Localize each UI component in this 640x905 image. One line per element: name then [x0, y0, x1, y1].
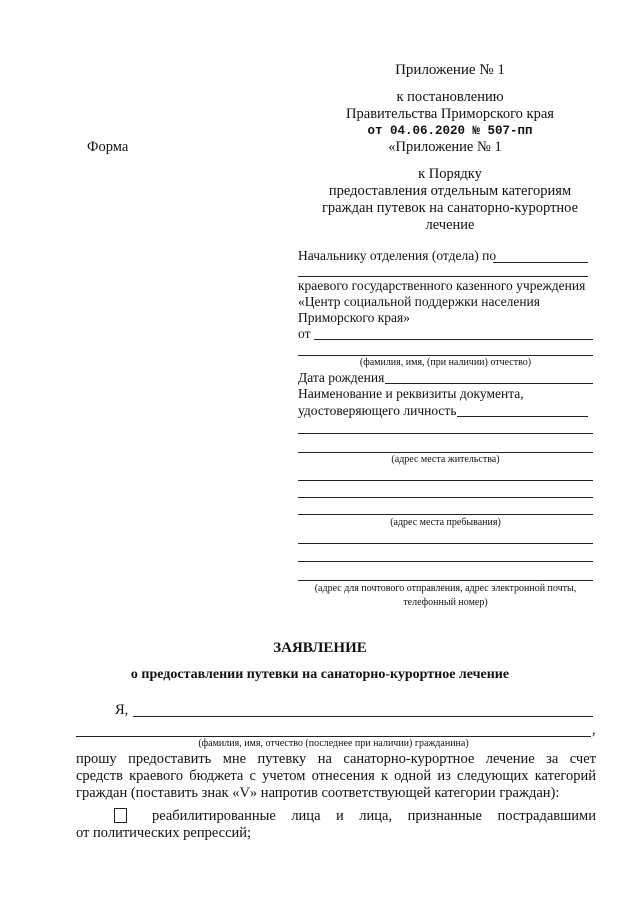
applicant-name-field[interactable]	[133, 716, 593, 717]
institution-line-2: «Центр социальной поддержки населения	[298, 294, 540, 309]
from-field[interactable]	[314, 339, 593, 340]
by-text: по	[482, 248, 497, 263]
birth-date-label: Дата рождения	[298, 370, 385, 385]
stay-address-field-1[interactable]	[298, 480, 593, 481]
order-line-3: лечение	[425, 217, 475, 233]
request-line-1: прошу предоставить мне путевку на санаторно-курортное лечение за счет	[76, 751, 596, 767]
stay-address-field-3[interactable]	[298, 514, 593, 515]
institution-line-1: краевого государственного казенного учреждения	[298, 278, 586, 293]
head-of-dept-text: Начальнику отделения (отдела)	[298, 248, 479, 263]
order-line-1: предоставления отдельным категориям	[328, 183, 572, 199]
postal-field-2[interactable]	[298, 561, 593, 562]
quote-appendix: «Приложение № 1	[388, 139, 502, 155]
citizen-caption: (фамилия, имя, отчество (последнее при наличии) гражданина)	[198, 738, 469, 749]
stay-caption: (адрес места пребывания)	[390, 517, 501, 528]
document-label-line-2: удостоверяющего личность	[298, 403, 457, 418]
applicant-name-field-continuation[interactable]	[76, 736, 591, 737]
to-resolution: к постановлению	[396, 89, 504, 105]
document-field-continuation[interactable]	[298, 433, 593, 434]
appendix-title: Приложение № 1	[395, 62, 505, 78]
birth-date-field[interactable]	[385, 383, 593, 384]
comma: ,	[592, 722, 596, 738]
application-subtitle: о предоставлении путевки на санаторно-курортное лечение	[130, 667, 510, 682]
institution-line-3: Приморского края»	[298, 310, 410, 325]
residence-caption: (адрес места жительства)	[391, 454, 500, 465]
postal-field-3[interactable]	[298, 580, 593, 581]
i-label: Я,	[115, 702, 129, 718]
to-order: к Порядку	[418, 166, 482, 182]
from-field-continuation[interactable]	[298, 355, 593, 356]
postal-caption-line-2: телефонный номер)	[403, 597, 488, 608]
from-label: от	[298, 326, 311, 341]
document-field[interactable]	[457, 416, 588, 417]
request-line-2: средств краевого бюджета с учетом отнесения к одной из следующих категорий	[76, 768, 596, 784]
dept-field-continuation[interactable]	[298, 276, 588, 277]
option-1-line-1: реабилитированные лица и лица, признанные пострадавшими	[152, 808, 596, 824]
fio-caption: (фамилия, имя, (при наличии) отчество)	[359, 357, 532, 368]
option-1-checkbox[interactable]	[114, 808, 127, 823]
request-line-3: граждан (поставить знак «V» напротив соответствующей категории граждан):	[76, 785, 560, 801]
application-title: ЗАЯВЛЕНИЕ	[273, 640, 367, 656]
resolution-date-number: от 04.06.2020 № 507-пп	[367, 124, 533, 138]
document-label-line-1: Наименование и реквизиты документа,	[298, 386, 524, 401]
stay-address-field-2[interactable]	[298, 497, 593, 498]
dept-field[interactable]	[493, 262, 588, 263]
option-1-line-2: от политических репрессий;	[76, 825, 252, 841]
residence-address-field[interactable]	[298, 452, 593, 453]
postal-field-1[interactable]	[298, 543, 593, 544]
order-line-2: граждан путевок на санаторно-курортное	[321, 200, 579, 216]
head-of-dept-label	[298, 248, 496, 264]
government-name: Правительства Приморского края	[346, 106, 554, 122]
form-label: Форма	[87, 139, 129, 155]
postal-caption-line-1: (адрес для почтового отправления, адрес электронной почты,	[314, 583, 577, 594]
